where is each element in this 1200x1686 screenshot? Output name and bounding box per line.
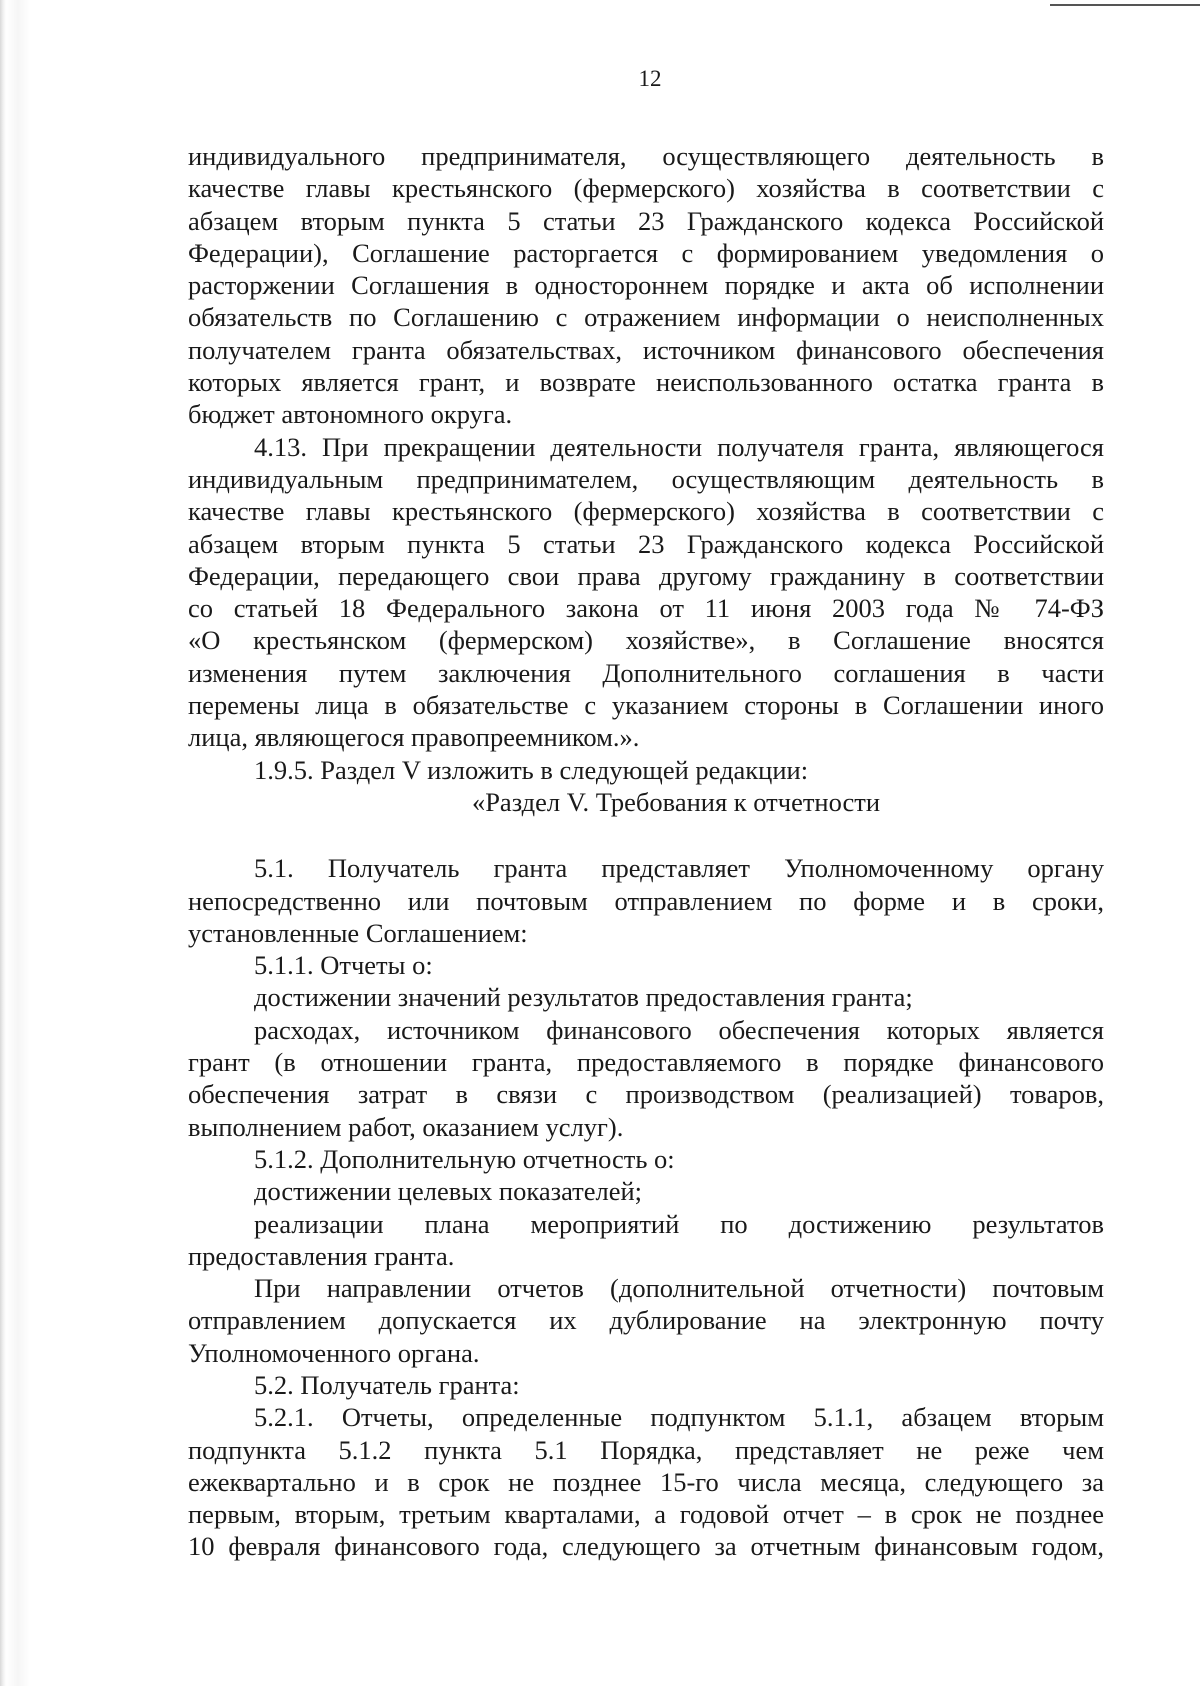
- text-line: бюджет автономного округа.: [188, 399, 513, 430]
- text-line: изменения путем заключения Дополнительного соглашения в части: [188, 657, 1104, 688]
- text-line: подпункта 5.1.2 пункта 5.1 Порядка, представляет не реже чем: [188, 1434, 1104, 1465]
- text-line: непосредственно или почтовым отправлением по форме и в сроки,: [188, 885, 1104, 916]
- text-line: со статьей 18 Федерального закона от 11 июня 2003 года № 74-ФЗ: [188, 593, 1104, 624]
- text-line: обязательств по Соглашению с отражением информации о неисполненных: [188, 302, 1104, 333]
- text-line: индивидуальным предпринимателем, осуществляющим деятельность в: [188, 463, 1104, 494]
- text-line: Федерации, передающего свои права другому гражданину в соответствии: [188, 560, 1104, 591]
- page-number: 12: [638, 66, 662, 91]
- text-line: выполнением работ, оказанием услуг).: [188, 1111, 624, 1142]
- text-line: 10 февраля финансового года, следующего за отчетным финансовым годом,: [188, 1531, 1104, 1562]
- text-line: достижении целевых показателей;: [254, 1176, 643, 1207]
- paragraph-mail: [188, 1272, 1104, 1369]
- document-body: [188, 140, 1104, 1563]
- text-line: реализации плана мероприятий по достижению результатов: [254, 1208, 1104, 1239]
- text-line: 5.1.2. Дополнительную отчетность о:: [254, 1143, 675, 1174]
- text-line: 5.1.1. Отчеты о:: [254, 950, 433, 981]
- paragraph-continuation: [188, 140, 1104, 431]
- text-line: отправлением допускается их дублирование на электронную почту: [188, 1305, 1104, 1336]
- text-line: грант (в отношении гранта, предоставляемого в порядке финансового: [188, 1047, 1104, 1078]
- text-line: расходах, источником финансового обеспечения которых является: [254, 1014, 1104, 1045]
- text-line: абзацем вторым пункта 5 статьи 23 Гражданского кодекса Российской: [188, 528, 1104, 559]
- text-line: перемены лица в обязательстве с указанием стороны в Соглашении иного: [188, 690, 1104, 721]
- text-line: индивидуального предпринимателя, осуществляющего деятельность в: [188, 141, 1104, 171]
- text-line: получателем гранта обязательствах, источником финансового обеспечения: [188, 334, 1104, 365]
- text-line: 1.9.5. Раздел V изложить в следующей редакции:: [254, 754, 809, 785]
- text-line: 5.1. Получатель гранта представляет Уполномоченному органу: [254, 853, 1104, 884]
- text-line: При направлении отчетов (дополнительной отчетности) почтовым: [254, 1273, 1104, 1304]
- scan-edge: [0, 0, 30, 1686]
- text-line: качестве главы крестьянского (фермерского) хозяйства в соответствии с: [188, 173, 1104, 204]
- text-line: абзацем вторым пункта 5 статьи 23 Гражданского кодекса Российской: [188, 205, 1104, 236]
- paragraph-5-1: [188, 852, 1104, 949]
- text-line: «О крестьянском (фермерском) хозяйстве», в Соглашение вносятся: [188, 625, 1104, 656]
- text-line: достижении значений результатов предоставления гранта;: [254, 982, 913, 1013]
- text-line: Уполномоченного органа.: [188, 1337, 480, 1368]
- scan-artifact-line: [1050, 4, 1200, 6]
- text-line: расторжении Соглашения в одностороннем порядке и акта об исполнении: [188, 270, 1104, 301]
- text-line: установленные Соглашением:: [188, 917, 528, 948]
- paragraph-5-2-1: [188, 1401, 1104, 1562]
- text-line: 5.2. Получатель гранта:: [254, 1369, 520, 1400]
- paragraph-1-9-5: [188, 754, 1104, 786]
- text-line: обеспечения затрат в связи с производством (реализацией) товаров,: [188, 1079, 1104, 1110]
- text-line: лица, являющегося правопреемником.».: [188, 722, 640, 753]
- paragraph-expenses: [188, 1014, 1104, 1143]
- text-line: качестве главы крестьянского (фермерского) хозяйства в соответствии с: [188, 496, 1104, 527]
- text-line: 4.13. При прекращении деятельности получателя гранта, являющегося: [254, 431, 1104, 462]
- text-line: 5.2.1. Отчеты, определенные подпунктом 5.1.1, абзацем вторым: [254, 1402, 1104, 1433]
- section-heading: [188, 786, 1104, 818]
- paragraph-5-2: [188, 1369, 1104, 1401]
- paragraph-5-1-2: [188, 1143, 1104, 1175]
- paragraph-4-13: [188, 431, 1104, 754]
- paragraph-results: [188, 981, 1104, 1013]
- text-line: первым, вторым, третьим кварталами, а годовой отчет – в срок не позднее: [188, 1499, 1104, 1530]
- text-line: которых является грант, и возврате неиспользованного остатка гранта в: [188, 367, 1104, 398]
- paragraph-plan: [188, 1208, 1104, 1273]
- text-line: предоставления гранта.: [188, 1240, 455, 1271]
- heading-text: «Раздел V. Требования к отчетности: [471, 786, 881, 817]
- text-line: ежеквартально и в срок не позднее 15-го числа месяца, следующего за: [188, 1466, 1104, 1497]
- paragraph-indicators: [188, 1175, 1104, 1207]
- paragraph-5-1-1: [188, 949, 1104, 981]
- text-line: Федерации), Соглашение расторгается с формированием уведомления о: [188, 237, 1104, 268]
